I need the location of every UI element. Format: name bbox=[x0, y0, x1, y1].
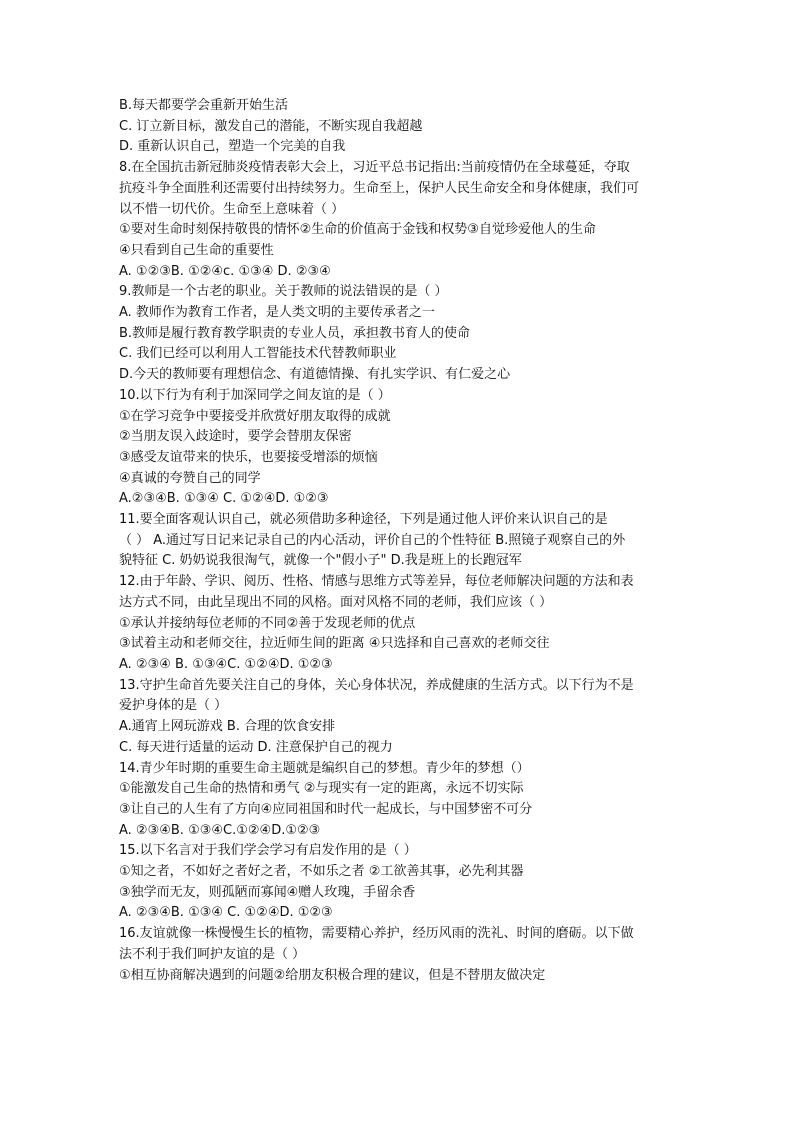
question-12-stem: 达方式不同，由此呈现出不同的风格。面对风格不同的老师，我们应该（ ） bbox=[119, 594, 553, 610]
question-8-options: A. ①②③B. ①②④c. ①③④ D. ②③④ bbox=[119, 263, 331, 279]
question-14-statements: ①能激发自己生命的热情和勇气 ②与现实有一定的距离，永远不切实际 bbox=[119, 781, 524, 797]
question-12-stem: 12.由于年龄、学识、阅历、性格、情感与思维方式等差异，每位老师解决问题的方法和表 bbox=[119, 574, 634, 590]
question-8-statements: ④只看到自己生命的重要性 bbox=[119, 242, 274, 258]
question-8-stem: 以不惜一切代价。生命至上意味着（ ） bbox=[119, 201, 345, 217]
question-14-stem: 14.青少年时期的重要生命主题就是编织自己的梦想。青少年的梦想（） bbox=[119, 760, 530, 776]
question-10-statement: ①在学习竞争中要接受并欣赏好朋友取得的成就 bbox=[119, 408, 391, 424]
question-15-options: A. ②③④B. ①③④ C. ①②④D. ①②③ bbox=[119, 905, 333, 921]
question-10-stem: 10.以下行为有利于加深同学之间友谊的是（ ） bbox=[119, 387, 391, 403]
question-16-statements: ①相互协商解决遇到的问题②给朋友积极合理的建议，但是不替朋友做决定 bbox=[119, 967, 546, 983]
question-16-stem: 16.友谊就像一株慢慢生长的植物，需要精心养护，经历风雨的洗礼、时间的磨砺。以下做 bbox=[119, 926, 634, 942]
question-10-statement: ④真诚的夸赞自己的同学 bbox=[119, 470, 261, 486]
question-8-stem: 8.在全国抗击新冠肺炎疫情表彰大会上，习近平总书记指出:当前疫情仍在全球蔓延，夺取 bbox=[119, 160, 630, 176]
question-15-statements: ①知之者，不如好之者好之者，不如乐之者 ②工欲善其事，必先利其器 bbox=[119, 864, 524, 880]
question-9-option-d: D.今天的教师要有理想信念、有道德情操、有扎实学识、有仁爱之心 bbox=[119, 367, 511, 383]
question-15-statements: ③独学而无友，则孤陋而寡闻④赠人玫瑰，手留余香 bbox=[119, 884, 416, 900]
question-9-option-c: C. 我们已经可以利用人工智能技术代替教师职业 bbox=[119, 346, 397, 362]
text-line: D. 重新认识自己，塑造一个完美的自我 bbox=[119, 139, 346, 155]
question-13-options: C. 每天进行适量的运动 D. 注意保护自己的视力 bbox=[119, 739, 393, 755]
question-11-options: 貌特征 C. 奶奶说我很淘气，就像一个"假小子" D.我是班上的长跑冠军 bbox=[119, 553, 522, 569]
question-15-stem: 15.以下名言对于我们学会学习有启发作用的是（ ） bbox=[119, 843, 417, 859]
question-11-stem: 11.要全面客观认识自己，就必须借助多种途径，下列是通过他人评价来认识自己的是 bbox=[119, 512, 608, 528]
question-13-stem: 13.守护生命首先要关注自己的身体，关心身体状况，养成健康的生活方式。以下行为不是 bbox=[119, 677, 634, 693]
question-9-stem: 9.教师是一个古老的职业。关于教师的说法错误的是（ ） bbox=[119, 284, 448, 300]
question-14-statements: ③让自己的人生有了方向④应同祖国和时代一起成长，与中国梦密不可分 bbox=[119, 801, 533, 817]
question-10-statement: ③感受友谊带来的快乐，也要接受增添的烦恼 bbox=[119, 449, 378, 465]
question-8-statements: ①要对生命时刻保持敬畏的情怀②生命的价值高于金钱和权势③自觉珍爱他人的生命 bbox=[119, 222, 596, 238]
question-13-options: A.通宵上网玩游戏 B. 合理的饮食安排 bbox=[119, 719, 336, 735]
text-line: B.每天都要学会重新开始生活 bbox=[119, 98, 289, 113]
question-13-stem: 爱护身体的是（ ） bbox=[119, 698, 228, 714]
question-12-statements: ③试着主动和老师交往，拉近师生间的距离 ④只选择和自己喜欢的老师交往 bbox=[119, 636, 550, 652]
question-16-stem: 法不利于我们呵护友谊的是（ ） bbox=[119, 946, 306, 962]
question-8-stem: 抗疫斗争全面胜利还需要付出持续努力。生命至上，保护人民生命安全和身体健康，我们可 bbox=[119, 180, 640, 196]
question-10-options: A.②③④B. ①③④ C. ①②④D. ①②③ bbox=[119, 491, 329, 507]
question-12-options: A. ②③④ B. ①③④C. ①②④D. ①②③ bbox=[119, 656, 333, 672]
question-10-statement: ②当朋友误入歧途时，要学会替朋友保密 bbox=[119, 429, 352, 445]
text-line: C. 订立新目标，激发自己的潜能，不断实现自我超越 bbox=[119, 118, 423, 134]
question-14-options: A. ②③④B. ①③④C.①②④D.①②③ bbox=[119, 822, 321, 838]
question-11-options: （ ） A.通过写日记来记录自己的内心活动，评价自己的个性特征 B.照镜子观察自己的外 bbox=[119, 532, 626, 548]
document-page bbox=[119, 96, 679, 986]
question-9-option-b: B.教师是履行教育教学职责的专业人员，承担教书育人的使命 bbox=[119, 325, 471, 341]
question-12-statements: ①承认并接纳每位老师的不同②善于发现老师的优点 bbox=[119, 615, 416, 631]
question-9-option-a: A. 教师作为教育工作者，是人类文明的主要传承者之一 bbox=[119, 305, 435, 321]
